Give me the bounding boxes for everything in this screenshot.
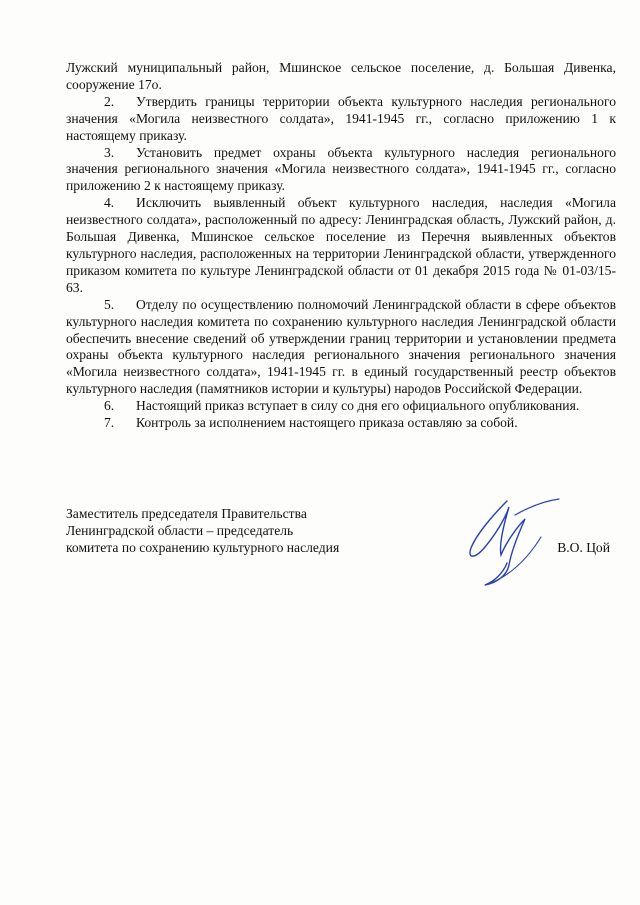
document-body	[66, 60, 616, 432]
item-text: Настоящий приказ вступает в силу со дня его официального опубликования.	[136, 398, 580, 414]
signatory-title-line-2: Ленинградской области – председатель	[66, 523, 294, 538]
signatory-name: В.О. Цой	[557, 540, 610, 555]
item-text: Исключить выявленный объект культурного наследия, наследия «Могила неизвестного солдата», расположенный по адресу: Ленинградская область, Лужский район, д. Большая Дивенка, Мшинское сельское поселение из Перечня выявленных объектов культурного наследия, расположенных на территории Ленинградской области, утвержденного приказом комитета по культуре Ленинградской области от 01 декабря 2015 года № 01-03/15-63.	[66, 195, 616, 295]
item-number: 4.	[104, 195, 115, 211]
item-number: 6.	[104, 398, 115, 414]
item-number: 2.	[104, 93, 115, 109]
signatory-title-line-1: Заместитель председателя Правительства	[66, 506, 307, 521]
item-6	[66, 398, 616, 415]
handwritten-signature	[455, 493, 565, 588]
item-text: Установить предмет охраны объекта культурного наследия регионального значения регионального значения «Могила неизвестного солдата», 1941-1945 гг., согласно приложению 2 к настоящему приказу.	[66, 144, 616, 194]
item-number: 5.	[104, 296, 115, 312]
item-5	[66, 297, 616, 398]
item-number: 7.	[104, 415, 115, 431]
item-text: Отделу по осуществлению полномочий Ленинградской области в сфере объектов культурного наследия комитета по сохранению культурного наследия Ленинградской области обеспечить внесение сведений об утверждении границ территории и установлении предмета охраны объекта культурного наследия регионального значения регионального значения «Могила неизвестного солдата», 1941-1945 гг. в единый государственный реестр объектов культурного наследия (памятников истории и культуры) народов Российской Федерации.	[66, 296, 616, 397]
signatory-title-line-3: комитета по сохранению культурного наследия	[66, 540, 340, 555]
item-4	[66, 195, 616, 296]
item-text: Утвердить границы территории объекта культурного наследия регионального значения «Могила неизвестного солдата», 1941-1945 гг., согласно приложению 1 к настоящему приказу.	[66, 93, 616, 143]
item-2	[66, 94, 616, 145]
item-text: Контроль за исполнением настоящего приказа оставляю за собой.	[136, 415, 518, 431]
item-number: 3.	[104, 144, 115, 160]
item-3	[66, 145, 616, 196]
intro-paragraph: Лужский муниципальный район, Мшинское сельское поселение, д. Большая Дивенка, сооружение 17о.	[66, 60, 616, 92]
item-7	[66, 415, 616, 432]
